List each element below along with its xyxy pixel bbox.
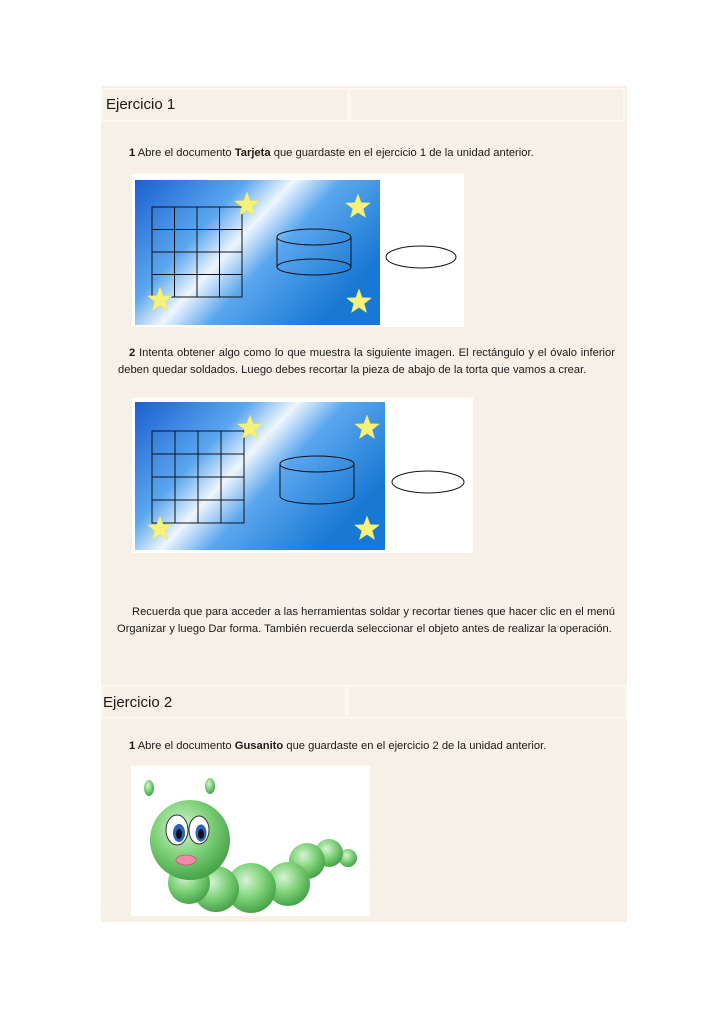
step-number: 2: [129, 347, 136, 359]
worm-head: [150, 800, 230, 880]
step-text-pre: Abre el documento: [135, 740, 235, 752]
exercise-2-step-1: [129, 738, 609, 755]
exercise-1-header-empty-cell: [349, 88, 625, 122]
step-text-pre: Abre el documento: [135, 147, 235, 159]
oval-shape: [392, 471, 464, 493]
exercise-2-header-empty-cell: [347, 685, 627, 719]
exercise-2-title: Ejercicio 2: [103, 694, 173, 711]
step-number: 1: [129, 147, 136, 159]
step-number: 1: [129, 740, 136, 752]
tarjeta-image: [132, 174, 464, 327]
step-text: Intenta obtener algo como lo que muestra la siguiente imagen. El rectángulo y el óvalo inferior deben quedar soldados. Luego debes recortar la pieza de abajo de la torta que vamos a crear.: [118, 347, 615, 376]
exercise-1-step-1: [129, 145, 609, 162]
exercise-1-step-2: [118, 345, 615, 379]
exercise-1-note: Recuerda que para acceder a las herramientas soldar y recortar tienes que hacer clic en el menú Organizar y luego Dar forma. También recuerda seleccionar el objeto antes de realizar la operación.: [117, 606, 615, 635]
caterpillar-illustration: [144, 778, 357, 913]
nose-icon: [176, 855, 196, 865]
exercise-1-title: Ejercicio 1: [106, 96, 176, 113]
step-text-post: que guardaste en el ejercicio 1 de la unidad anterior.: [270, 147, 534, 159]
oval-shape: [386, 246, 456, 268]
document-name: Tarjeta: [234, 147, 271, 159]
gusanito-image: [131, 766, 370, 916]
soldar-recortar-image: [132, 398, 473, 553]
document-name: Gusanito: [234, 740, 284, 752]
step-text-post: que guardaste en el ejercicio 2 de la unidad anterior.: [283, 740, 547, 752]
